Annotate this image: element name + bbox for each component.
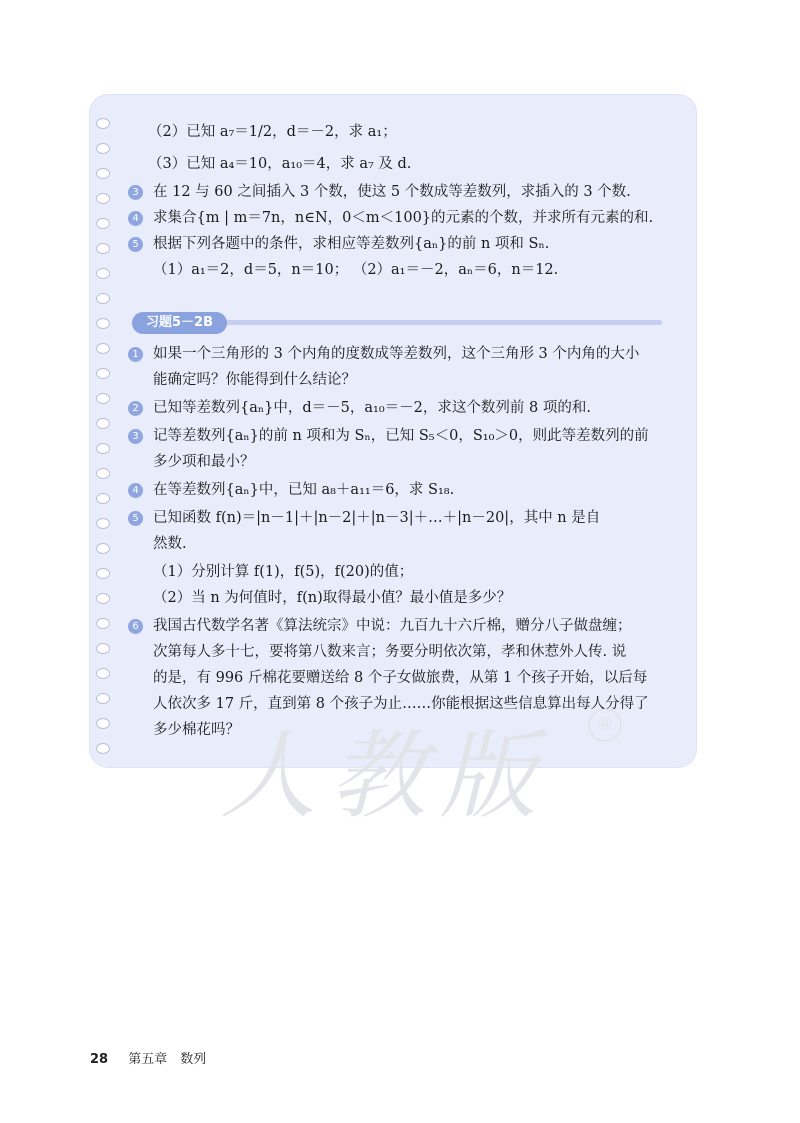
binder-hole [96,468,110,479]
problem-text: 在等差数列{aₙ}中，已知 a₈＋a₁₁＝6，求 S₁₈. [153,482,455,498]
binder-hole [96,218,110,229]
problem-text: 根据下列各题中的条件，求相应等差数列{aₙ}的前 n 项和 Sₙ. [153,236,550,252]
registered-mark-icon: ® [588,708,622,742]
binder-hole [96,618,110,629]
binder-holes [96,118,116,758]
binder-hole [96,518,110,529]
problem-text: 求集合{m | m＝7n，n∈N，0＜m＜100}的元素的个数，并求所有元素的和. [153,210,654,226]
exercise-b-4 [128,480,454,500]
exercise-b-6 [128,616,632,636]
page-number: 28 [90,1052,109,1067]
problem-text: 在 12 与 60 之间插入 3 个数，使这 5 个数成等差数列，求插入的 3 个数. [153,184,631,200]
chapter-title: 第五章 数列 [128,1052,207,1067]
binder-hole [96,693,110,704]
section-header [132,312,662,336]
binder-hole [96,593,110,604]
exercise-b-3 [128,426,649,446]
section-divider [212,320,662,325]
problem-text: 记等差数列{aₙ}的前 n 项和为 Sₙ，已知 S₅＜0，S₁₀＞0，则此等差数列的前 [153,428,649,444]
binder-hole [96,318,110,329]
binder-hole [96,443,110,454]
exercise-b-5 [128,508,600,528]
exercise-b-6-line2: 次第每人多十七，要将第八数来言；务要分明依次第，孝和休惹外人传. 说 [153,644,627,660]
binder-hole [96,268,110,279]
number-badge: 3 [128,429,143,444]
binder-hole [96,118,110,129]
exercise-b-5-part2: （2）当 n 为何值时，f(n)取得最小值？最小值是多少？ [153,590,512,606]
number-badge: 4 [128,211,143,226]
binder-hole [96,368,110,379]
exercise-b-6-line3: 的是，有 996 斤棉花要赠送给 8 个子女做旅费，从第 1 个孩子开始，以后每 [153,670,648,686]
number-badge: 5 [128,511,143,526]
binder-hole [96,143,110,154]
number-badge: 4 [128,483,143,498]
binder-hole [96,418,110,429]
exercise-b-2 [128,398,591,418]
exercise-b-6-line4: 人依次多 17 斤，直到第 8 个孩子为止……你能根据这些信息算出每人分得了 [153,696,649,712]
problem-3 [128,182,631,202]
binder-hole [96,168,110,179]
publisher-watermark: 人教版 [220,720,550,832]
problem-text: 如果一个三角形的 3 个内角的度数成等差数列，这个三角形 3 个内角的大小 [153,346,640,362]
exercise-b-3-cont: 多少项和最小？ [153,454,255,470]
exercise-b-1-cont: 能确定吗？你能得到什么结论？ [153,372,356,388]
number-badge: 5 [128,237,143,252]
binder-hole [96,343,110,354]
problem-2-2: （2）已知 a₇＝1/2，d＝－2，求 a₁； [148,124,397,140]
exercise-b-6-line5: 多少棉花吗？ [153,722,240,738]
binder-hole [96,193,110,204]
binder-hole [96,543,110,554]
number-badge: 6 [128,619,143,634]
number-badge: 1 [128,347,143,362]
binder-hole [96,393,110,404]
number-badge: 3 [128,185,143,200]
problem-4 [128,208,653,228]
problem-text: 已知函数 f(n)＝|n－1|＋|n－2|＋|n－3|＋…＋|n－20|，其中 n 是自 [153,510,601,526]
problem-5 [128,234,549,254]
binder-hole [96,493,110,504]
number-badge: 2 [128,401,143,416]
problem-2-3: （3）已知 a₄＝10，a₁₀＝4，求 a₇ 及 d. [148,156,412,172]
exercise-b-1 [128,344,639,364]
binder-hole [96,568,110,579]
binder-hole [96,668,110,679]
binder-hole [96,718,110,729]
binder-hole [96,743,110,754]
binder-hole [96,243,110,254]
problem-text: 我国古代数学名著《算法统宗》中说：九百九十六斤棉，赠分八子做盘缠； [153,618,632,634]
problem-5-parts: （1）a₁＝2，d＝5，n＝10； （2）a₁＝－2，aₙ＝6，n＝12. [153,262,559,278]
binder-hole [96,293,110,304]
section-badge: 习题5－2B [132,312,227,334]
exercise-b-5-part1: （1）分别计算 f(1)，f(5)，f(20)的值； [153,564,414,580]
binder-hole [96,643,110,654]
page-footer [90,1048,206,1067]
exercise-b-5-cont: 然数. [153,536,187,552]
problem-text: 已知等差数列{aₙ}中，d＝－5，a₁₀＝－2，求这个数列前 8 项的和. [153,400,591,416]
